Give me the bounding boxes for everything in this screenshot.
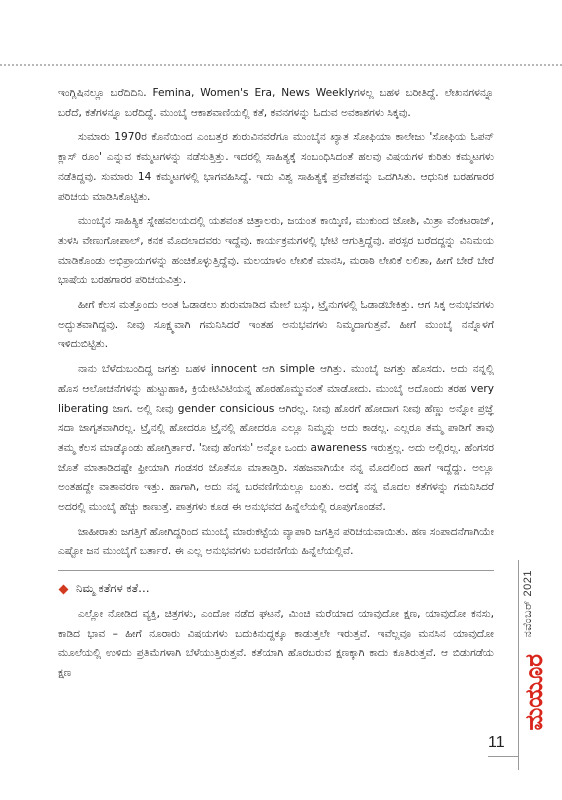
paragraph-2: ಸುಮಾರು 1970ರ ಕೊನೆಯಿಂದ ಎಂಬತ್ತರ ಶುರುವಿನವರೆಗೂ ಮುಂಬೈನ ಖ್ಯಾತ ಸೋಫಿಯಾ ಕಾಲೇಜು 'ಸೋಫಿಯ ಓಪನ್ ಕ್ಲಾಸ್ ರೂಂ' ಎನ್ನುವ ಕಮ್ಮಟಗಳನ್ನು ನಡೆಸುತ್ತಿತ್ತು. ಇದರಲ್ಲಿ ಸಾಹಿತ್ಯಕ್ಕೆ ಸಂಬಂಧಿಸಿದಂತೆ ಹಲವು ವಿಷಯಗಳ ಕುರಿತು ಕಮ್ಮಟಗಳು ನಡೆತಿದ್ದವು. ಸುಮಾರು 14 ಕಮ್ಮಟಗಳಲ್ಲಿ ಭಾಗವಹಿಸಿದ್ದೆ. ಇದು ವಿಶ್ವ ಸಾಹಿತ್ಯಕ್ಕೆ ಪ್ರವೇಶವನ್ನು ಒದಗಿಸಿತು. ಆಧುನಿಕ ಬರಹಗಾರರ ಪರಿಚಯ ಮಾಡಿಸಿಕೊಟ್ಟಿತು. <box>58 131 494 203</box>
paragraph-6: ಜಾಹೀರಾತು ಜಗತ್ತಿಗೆ ಹೋಗಿದ್ದರಿಂದ ಮುಂಬೈ ಮಾರುಕಟ್ಟೆಯ ವ್ಯಾಪಾರಿ ಜಗತ್ತಿನ ಪರಿಚಯವಾಯಿತು. ಹಣ ಸಂಪಾದನೆಗಾಗಿಯೇ ಎಷ್ಟೋ ಜನ ಮುಂಬೈಗೆ ಬರ್ತಾರೆ. ಈ ಎಲ್ಲ ಅನುಭವಗಳು ಬರವಣಿಗೆಯ ಹಿನ್ನೆಲೆಯಲ್ಲಿವೆ. <box>58 525 494 558</box>
paragraph-4: ಹೀಗೆ ಕೆಲಸ ಮತ್ತೊಂದು ಅಂತ ಓಡಾಡಲು ಶುರುಮಾಡಿದ ಮೇಲೆ ಬಸ್ಸು, ಟ್ರೈನುಗಳಲ್ಲಿ ಓಡಾಡಬೇಕಿತ್ತು. ಆಗ ಸಿಕ್ಕ ಅನುಭವಗಳು ಅದ್ಭುತವಾಗಿದ್ದವು. ನೀವು ಸೂಕ್ಷ್ಮವಾಗಿ ಗಮನಿಸಿದರೆ ಇಂತಹ ಅನುಭವಗಳು ನಿಮ್ಮದಾಗುತ್ತವೆ. ಹೀಗೆ ಮುಂಬೈ ನನ್ನೊಳಗೆ ಇಳಿದುಬಿಟ್ಟಿತು. <box>58 299 494 351</box>
issue-date: ನವೆಂಬರ್ 2021 <box>522 570 534 638</box>
top-dotted-rule <box>0 64 562 66</box>
diamond-bullet-icon <box>59 584 69 594</box>
section-divider <box>58 570 494 571</box>
sidebar-vertical-rule <box>518 560 519 770</box>
paragraph-3: ಮುಂಬೈನ ಸಾಹಿತ್ಯಿಕ ಸ್ನೇಹವಲಯದಲ್ಲಿ ಯಶವಂತ ಚಿತ್ತಾಲರು, ಜಯಂತ ಕಾಯ್ಕಿಣಿ, ಮುಕುಂದ ಜೋಶಿ, ಮಿತ್ರಾ ವೆಂಕಟರಾಜ್, ತುಳಸಿ ವೇಣುಗೋಪಾಲ್, ಕನಕ ಮೊದಲಾದವರು ಇದ್ದೆವು. ಕಾರ್ಯಕ್ರಮಗಳಲ್ಲಿ ಭೇಟಿ ಆಗುತ್ತಿದ್ದೆವು. ಪರಸ್ಪರ ಬರೆದದ್ದನ್ನು ವಿನಿಮಯ ಮಾಡಿಕೊಂಡು ಅಭಿಪ್ರಾಯಗಳನ್ನು ಹಂಚಿಕೊಳ್ಳುತ್ತಿದ್ದೆವು. ಮಲಯಾಳಂ ಲೇಖಿಕೆ ಮಾನಸಿ, ಮರಾಠಿ ಲೇಖಿಕೆ ಲಲಿತಾ, ಹೀಗೆ ಬೇರೆ ಬೇರೆ ಭಾಷೆಯ ಬರಹಗಾರರ ಪರಿಚಯವಿತ್ತು. <box>58 215 494 287</box>
magazine-brand: ಮಯೂರ <box>520 654 548 731</box>
section-heading <box>58 579 494 599</box>
page-number-rule <box>488 756 518 757</box>
paragraph-5: ನಾನು ಬೆಳೆದುಬಂದಿದ್ದ ಜಗತ್ತು ಬಹಳ innocent ಆಗಿ simple ಆಗಿತ್ತು. ಮುಂಬೈ ಜಗತ್ತು ಹೊಸದು. ಅದು ನನ್ನಲ್ಲಿ ಹೊಸ ಆಲೋಚನೆಗಳನ್ನು ಹುಟ್ಟುಹಾಕಿ, ಕ್ರಿಯೇಟಿವಿಟಿಯನ್ನ ಹೊರಹೊಮ್ಮುವಂತೆ ಮಾಡೋದು. ಮುಂಬೈ ಅದೊಂದು ತರಹ very liberating ಜಾಗ. ಅಲ್ಲಿ ನೀವು gender consicious ಆಗಿರಲ್ಲ. ನೀವು ಹೊರಗೆ ಹೋದಾಗ ನೀವು ಹೆಣ್ಣು ಅನ್ನೋ ಪ್ರಜ್ಞೆ ಸದಾ ಜಾಗೃತವಾಗಿರಲ್ಲ. ಟ್ರೈನಲ್ಲಿ ಹೋದರೂ ಟ್ರೈನಲ್ಲಿ ಹೋದರೂ ಎಲ್ಲೂ ನಿಮ್ಮನ್ನು ಅದು ಕಾಡಲ್ಲ. ಎಲ್ಲರೂ ತಮ್ಮ ಪಾಡಿಗೆ ತಾವು ತಮ್ಮ ಕೆಲಸ ಮಾಡ್ಕೊಂಡು ಹೋಗ್ತಿರ್ತಾರೆ. 'ನೀವು ಹೆಂಗಸು' ಅನ್ನೋ ಒಂದು awareness ಇರುತ್ತಲ್ಲ. ಅದು ಅಲ್ಲಿರಲ್ಲ. ಹೆಂಗಸರ ಜೊತೆ ಮಾತಾಡಿದಷ್ಟೇ ಫ್ರೀಯಾಗಿ ಗಂಡಸರ ಜೊತೆನೂ ಮಾತಾಡ್ತಿರಿ. ಸಹಜವಾಗಿಯೇ ನನ್ನ ಮೊದಲಿಂದ ಹಾಗೆ ಇದ್ದೆದ್ದು. ಅಲ್ಲೂ ಅಂತಹದ್ದೇ ವಾತಾವರಣ ಇತ್ತು. ಹಾಗಾಗಿ, ಅದು ನನ್ನ ಬರವಣಿಗೆಯಲ್ಲೂ ಬಂತು. ಅದಕ್ಕೆ ನನ್ನ ಮೊದಲ ಕತೆಗಳನ್ನು ಗಮನಿಸಿದರೆ ಅದರಲ್ಲಿ ಮುಂಬೈ ಹೆಚ್ಚು ಕಾಣುತ್ತೆ. ಪಾತ್ರಗಳು ಕೂಡ ಈ ಅನುಭವದ ಹಿನ್ನೆಲೆಯಲ್ಲಿ ರೂಪುಗೊಂಡವೆ. <box>58 363 494 514</box>
paragraph-1: ಇಂಗ್ಲಿಷಿನಲ್ಲೂ ಬರೆದಿದಿನಿ. Femina, Women's Era, News Weeklyಗಳಲ್ಲ ಬಹಳ ಬರೀತಿದ್ದೆ. ಲೇಖನಗಳನ್ನೂ ಬರೆದೆ, ಕತೆಗಳನ್ನೂ ಬರೆದಿದ್ದೆ. ಮುಂಬೈ ಆಕಾಶವಾಣಿಯಲ್ಲಿ ಕತೆ, ಕವನಗಳನ್ನು ಓದುವ ಅವಕಾಶಗಳು ಸಿಕ್ಕವು. <box>58 87 494 119</box>
article-body <box>58 84 494 689</box>
page-number: 11 <box>488 734 505 751</box>
section-heading-text: ನಿಮ್ಮ ಕತೆಗಳ ಕತೆ… <box>76 581 150 596</box>
section-paragraph: ಎಲ್ಲೋ ನೋಡಿದ ವ್ಯಕ್ತಿ, ಚಿತ್ರಗಳು, ಎಂದೋ ನಡೆದ ಘಟನೆ, ಮಿಂಚಿ ಮರೆಯಾದ ಯಾವುದೋ ಕ್ಷಣ, ಯಾವುದೋ ಕನಸು, ಕಾಡಿದ ಭಾವ – ಹೀಗೆ ನೂರಾರು ವಿಷಯಗಳು ಬದುಕಿನುದ್ದಕ್ಕೂ ಕಾಡುತ್ತಲೇ ಇರುತ್ತವೆ. ಇವೆಲ್ಲವೂ ಮನಸಿನ ಯಾವುದೋ ಮೂಲೆಯಲ್ಲಿ ಉಳಿದು ಪ್ರತಿಮೆಗಳಾಗಿ ಬೆಳೆಯುತ್ತಿರುತ್ತವೆ. ಕತೆಯಾಗಿ ಹೊರಬರುವ ಕ್ಷಣಕ್ಕಾಗಿ ಕಾದು ಕೂತಿರುತ್ತವೆ. ಆ ಬಿಡುಗಡೆಯ ಕ್ಷಣ <box>58 607 494 679</box>
